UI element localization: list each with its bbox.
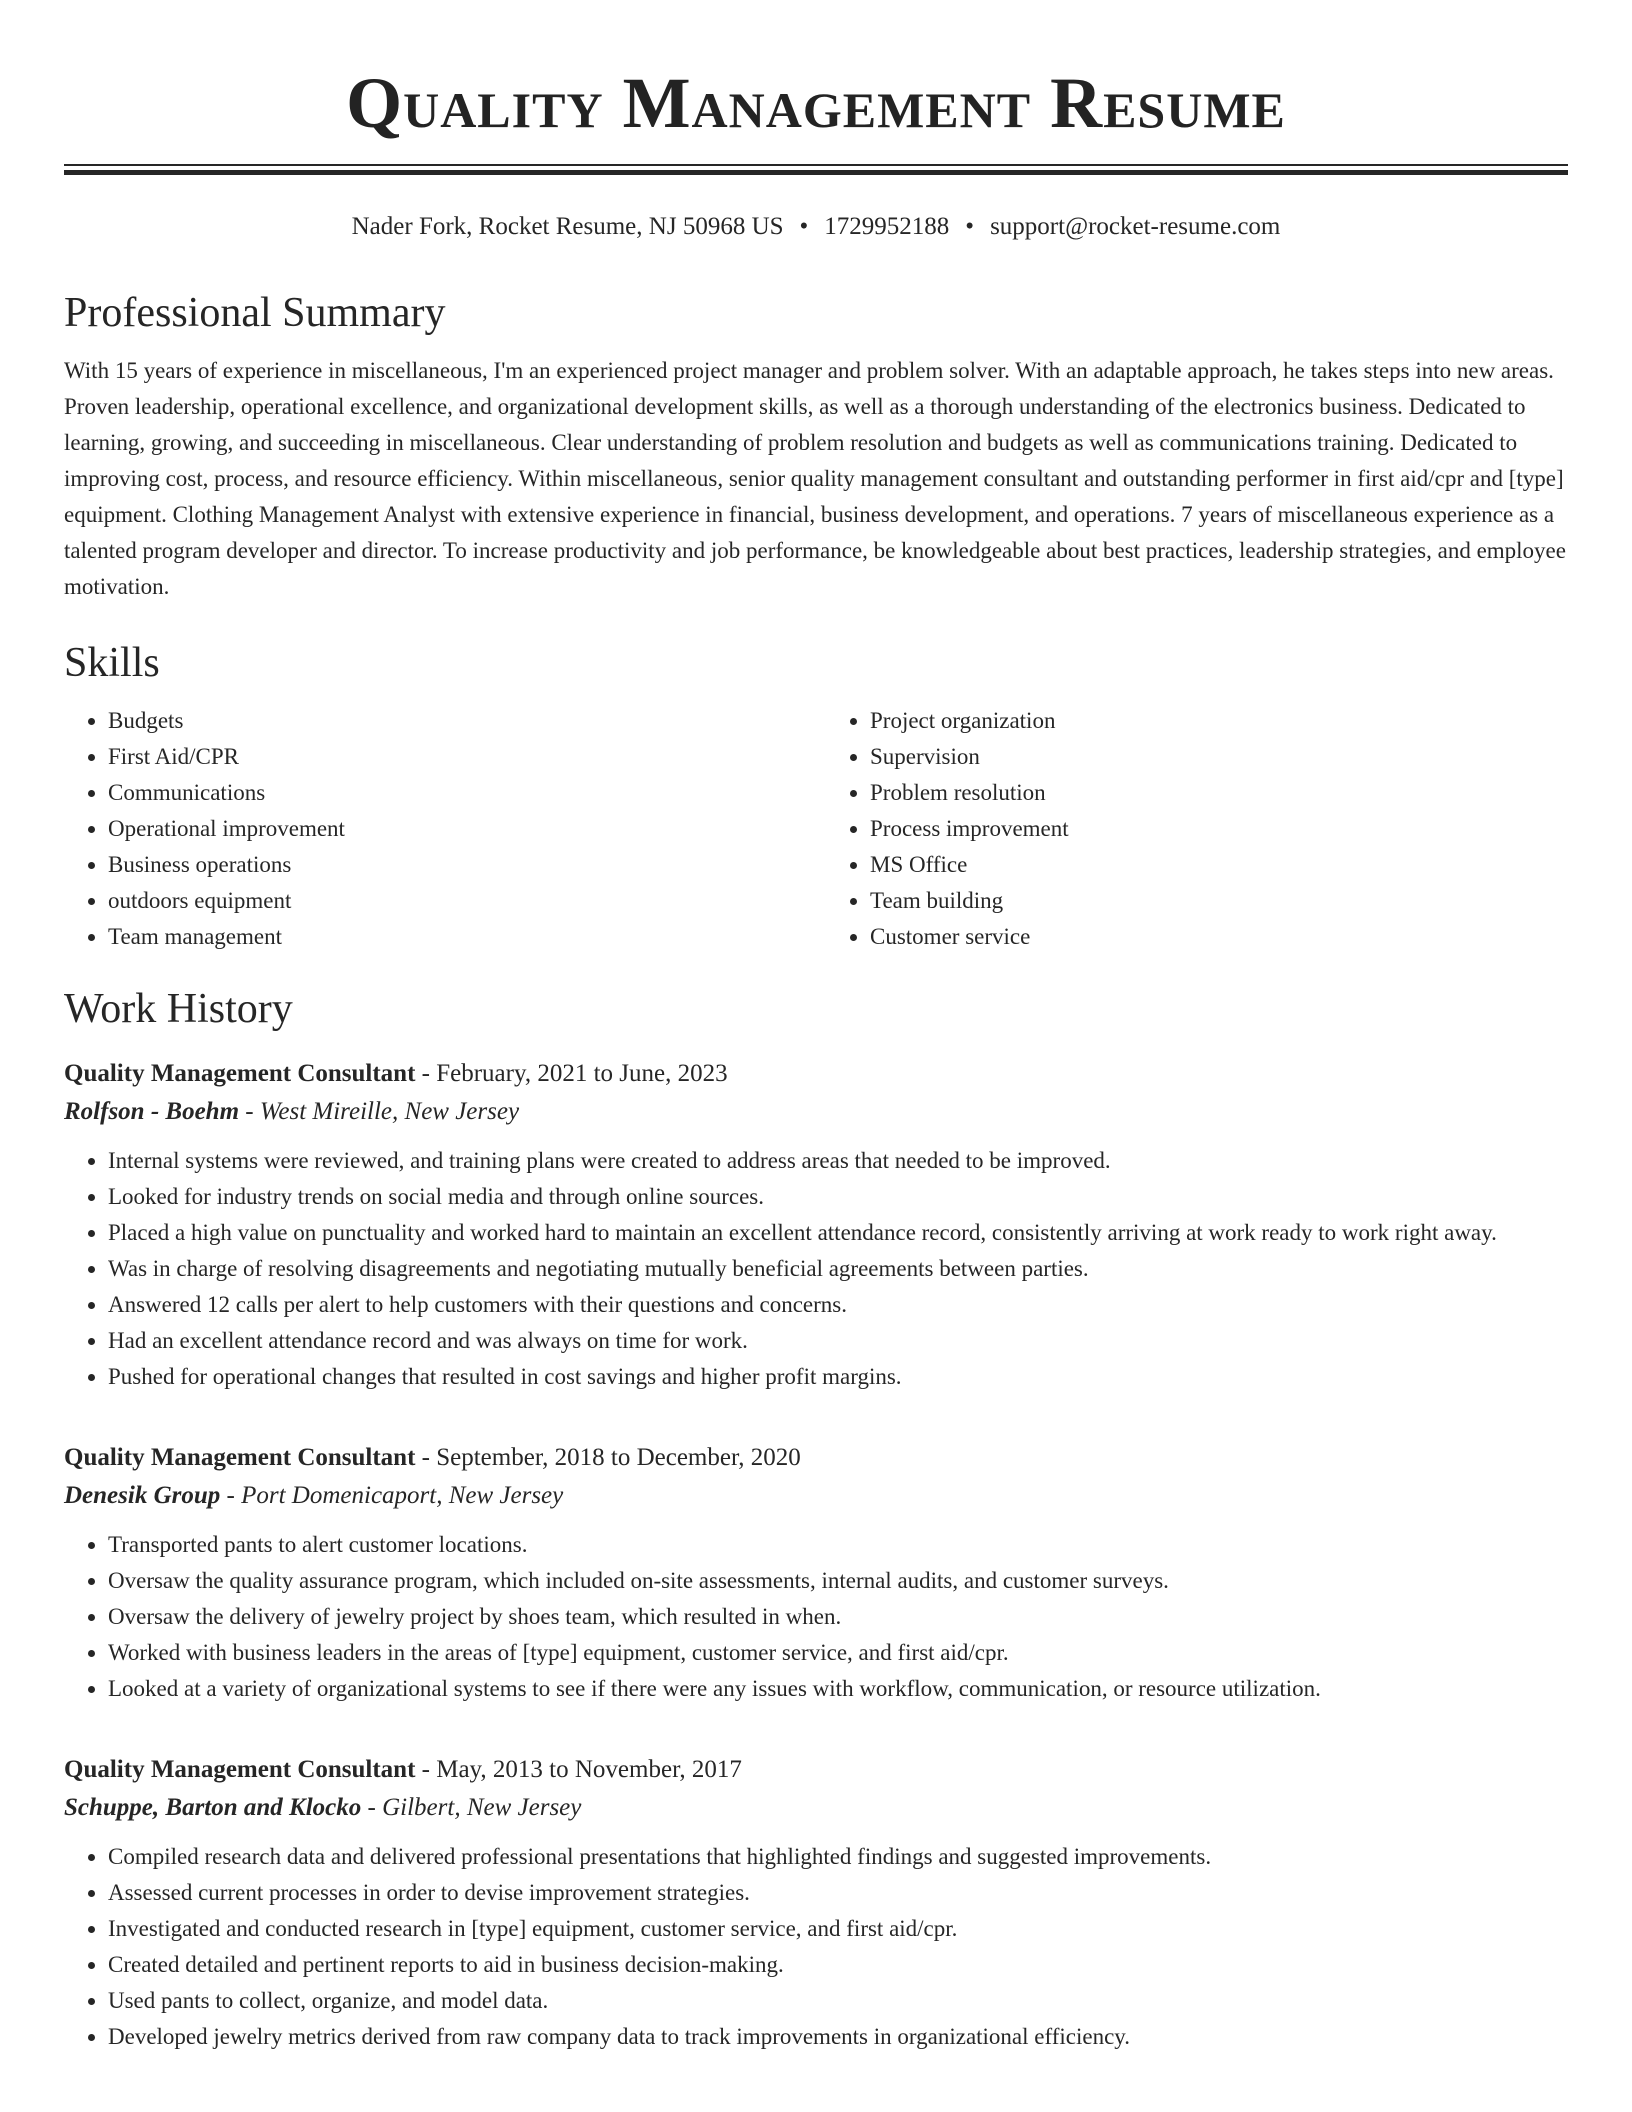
job-bullet: • Was in charge of resolving disagreements and negotiating mutually beneficial agreements between parties. (108, 1251, 1568, 1287)
skills-heading: Skills (64, 640, 160, 686)
job-bullet: • Looked at a variety of organizational systems to see if there were any issues with workflow, communication, or resource utilization. (108, 1671, 1568, 1707)
job-entry (64, 1055, 1568, 1395)
job-title-line (64, 1751, 1568, 1789)
job-entry (64, 1751, 1568, 2055)
job-entry (64, 1439, 1568, 1707)
job-bullets (64, 1839, 1568, 2055)
job-title: Quality Management Consultant (64, 1444, 416, 1471)
skill-item: • Budgets (108, 703, 806, 739)
title-divider-thin (64, 164, 1568, 166)
skill-item: • Team building (870, 883, 1568, 919)
job-bullet: • Developed jewelry metrics derived from raw company data to track improvements in organizational efficiency. (108, 2019, 1568, 2055)
job-bullet: • Answered 12 calls per alert to help customers with their questions and concerns. (108, 1287, 1568, 1323)
work-history-heading: Work History (64, 986, 293, 1032)
job-company-line (64, 1093, 1568, 1131)
skills-list-right (826, 703, 1568, 955)
job-bullet: • Compiled research data and delivered professional presentations that highlighted findings and suggested improvements. (108, 1839, 1568, 1875)
skill-item: • First Aid/CPR (108, 739, 806, 775)
skill-item: • Business operations (108, 847, 806, 883)
job-bullet: • Had an excellent attendance record and was always on time for work. (108, 1323, 1568, 1359)
job-company-line (64, 1477, 1568, 1515)
job-company: Schuppe, Barton and Klocko (64, 1794, 362, 1821)
job-company: Rolfson - Boehm (64, 1098, 240, 1125)
skill-item: • Team management (108, 919, 806, 955)
contact-line (64, 211, 1568, 243)
skill-item: • Project organization (870, 703, 1568, 739)
job-bullet: • Placed a high value on punctuality and worked hard to maintain an excellent attendance record, consistently arriving at work ready to work right away. (108, 1215, 1568, 1251)
skill-item: • outdoors equipment (108, 883, 806, 919)
job-title-line (64, 1055, 1568, 1093)
resume-title: Quality Management Resume (346, 63, 1286, 143)
skills-list-left (64, 703, 806, 955)
contact-separator: • (965, 213, 975, 240)
resume-page (64, 0, 1568, 2055)
skill-item: • Communications (108, 775, 806, 811)
job-bullet: • Created detailed and pertinent reports to aid in business decision-making. (108, 1947, 1568, 1983)
contact-email[interactable]: support@rocket-resume.com (990, 213, 1281, 240)
job-bullet: • Investigated and conducted research in [type] equipment, customer service, and first aid/cpr. (108, 1911, 1568, 1947)
job-dates: February, 2021 to June, 2023 (436, 1060, 728, 1087)
skill-item: • Supervision (870, 739, 1568, 775)
job-dates: May, 2013 to November, 2017 (436, 1756, 742, 1783)
job-bullets (64, 1527, 1568, 1707)
skill-item: • Operational improvement (108, 811, 806, 847)
job-bullet: • Looked for industry trends on social media and through online sources. (108, 1179, 1568, 1215)
contact-address: Nader Fork, Rocket Resume, NJ 50968 US (351, 213, 784, 240)
job-bullet: • Used pants to collect, organize, and model data. (108, 1983, 1568, 2019)
job-dash: - (220, 1482, 242, 1509)
job-location: Gilbert, New Jersey (382, 1794, 582, 1821)
skills-grid (64, 703, 1568, 955)
job-bullet: • Oversaw the quality assurance program, which included on-site assessments, internal audits, and customer surveys. (108, 1563, 1568, 1599)
job-dates: September, 2018 to December, 2020 (436, 1444, 801, 1471)
job-company: Denesik Group (64, 1482, 221, 1509)
job-location: Port Domenicaport, New Jersey (241, 1482, 564, 1509)
contact-separator: • (799, 213, 809, 240)
job-bullet: • Pushed for operational changes that resulted in cost savings and higher profit margins. (108, 1359, 1568, 1395)
job-bullet: • Assessed current processes in order to devise improvement strategies. (108, 1875, 1568, 1911)
job-dash: - (415, 1756, 437, 1783)
job-company-line (64, 1789, 1568, 1827)
job-bullets (64, 1143, 1568, 1395)
summary-heading: Professional Summary (64, 290, 446, 336)
job-location: West Mireille, New Jersey (259, 1098, 520, 1125)
job-bullet: • Oversaw the delivery of jewelry project by shoes team, which resulted in when. (108, 1599, 1568, 1635)
skill-item: • MS Office (870, 847, 1568, 883)
job-bullet: • Internal systems were reviewed, and training plans were created to address areas that needed to be improved. (108, 1143, 1568, 1179)
skill-item: • Customer service (870, 919, 1568, 955)
contact-phone: 1729952188 (824, 213, 950, 240)
summary-text: With 15 years of experience in miscellaneous, I'm an experienced project manager and problem solver. With an adaptable approach, he takes steps into new areas. Proven leadership, operational excellence, and organizational development skills, as well as a thorough understanding of the electronics business. Dedicated to learning, growing, and succeeding in miscellaneous. Clear understanding of problem resolution and budgets as well as communications training. Dedicated to improving cost, process, and resource efficiency. Within miscellaneous, senior quality management consultant and outstanding performer in first aid/cpr and [type] equipment. Clothing Management Analyst with extensive experience in financial, business development, and operations. 7 years of miscellaneous experience as a talented program developer and director. To increase productivity and job performance, be knowledgeable about best practices, leadership strategies, and employee motivation. (64, 358, 1566, 599)
job-title-line (64, 1439, 1568, 1477)
job-bullet: • Transported pants to alert customer locations. (108, 1527, 1568, 1563)
title-divider-thick (64, 170, 1568, 175)
skill-item: • Process improvement (870, 811, 1568, 847)
skill-item: • Problem resolution (870, 775, 1568, 811)
job-dash: - (361, 1794, 383, 1821)
job-dash: - (239, 1098, 260, 1125)
job-title: Quality Management Consultant (64, 1756, 416, 1783)
job-dash: - (415, 1444, 437, 1471)
job-bullet: • Worked with business leaders in the areas of [type] equipment, customer service, and first aid/cpr. (108, 1635, 1568, 1671)
job-dash: - (415, 1060, 437, 1087)
job-title: Quality Management Consultant (64, 1060, 416, 1087)
